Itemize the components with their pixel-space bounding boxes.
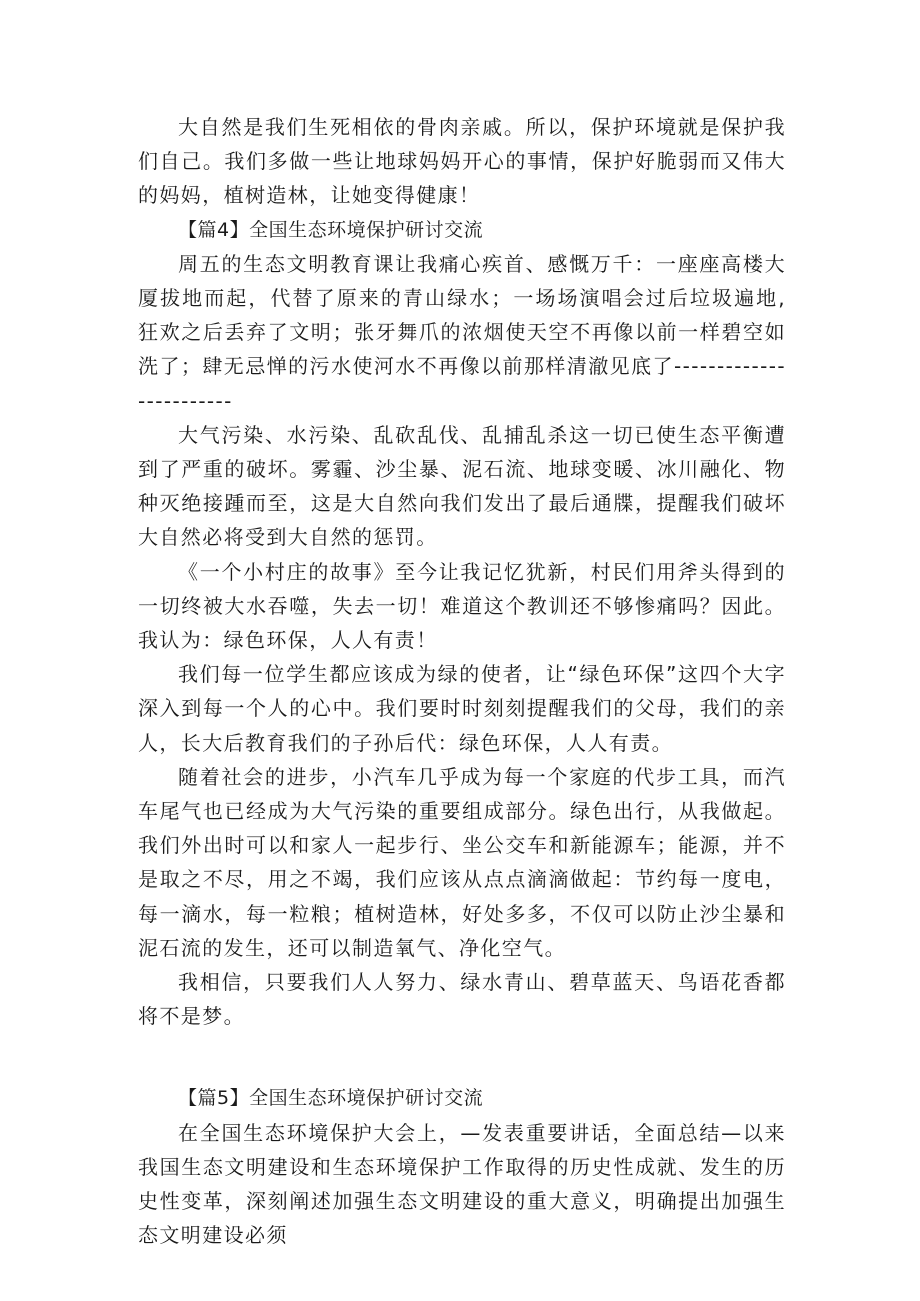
section-4-paragraph-6: 我相信，只要我们人人努力、绿水青山、碧草蓝天、鸟语花香都将不是梦。 (138, 970, 786, 1029)
section-spacer (138, 1033, 786, 1081)
section-4-paragraph-1: 周五的生态文明教育课让我痛心疾首、感慨万千：一座座高楼大厦拔地而起，代替了原来的青山绿水；一场场演唱会过后垃圾遍地,狂欢之后丢弃了文明；张牙舞爪的浓烟使天空不再像以前一样碧空如洗了；肆无忌惮的污水使河水不再像以前那样清澈见底了------------------------ (138, 251, 786, 413)
section-4-paragraph-5: 随着社会的进步，小汽车几乎成为每一个家庭的代步工具，而汽车尾气也已经成为大气污染的重要组成部分。绿色出行，从我做起。我们外出时可以和家人一起步行、坐公交车和新能源车；能源，并不是取之不尽，用之不竭，我们应该从点点滴滴做起：节约每一度电，每一滴水，每一粒粮；植树造林，好处多多，不仅可以防止沙尘暴和泥石流的发生，还可以制造氧气、净化空气。 (138, 764, 786, 960)
document-body (138, 110, 786, 1253)
intro-paragraph: 大自然是我们生死相依的骨肉亲戚。所以，保护环境就是保护我们自己。我们多做一些让地球妈妈开心的事情，保护好脆弱而又伟大的妈妈，植树造林，让她变得健康！ (138, 115, 786, 208)
section-5-heading: 【篇5】全国生态环境保护研讨交流 (178, 1087, 484, 1110)
section-4-paragraph-3: 《一个小村庄的故事》至今让我记忆犹新，村民们用斧头得到的一切终被大水吞噬，失去一切！难道这个教训还不够惨痛吗？因此。我认为：绿色环保，人人有责！ (138, 559, 786, 653)
section-5-paragraph-1: 在全国生态环境保护大会上，—发表重要讲话，全面总结—以来我国生态文明建设和生态环境保护工作取得的历史性成就、发生的历史性变革，深刻阐述加强生态文明建设的重大意义，明确提出加强生态文明建设必须 (138, 1120, 786, 1248)
section-4-paragraph-4: 我们每一位学生都应该成为绿的使者，让“绿色环保”这四个大字深入到每一个人的心中。我们要时时刻刻提醒我们的父母，我们的亲人，长大后教育我们的子孙后代：绿色环保，人人有责。 (138, 662, 786, 755)
section-4-paragraph-2: 大气污染、水污染、乱砍乱伐、乱捕乱杀这一切已使生态平衡遭到了严重的破坏。雾霾、沙尘暴、泥石流、地球变暖、冰川融化、物种灭绝接踵而至，这是大自然向我们发出了最后通牒，提醒我们破坏大自然必将受到大自然的惩罚。 (138, 422, 786, 550)
section-4-heading: 【篇4】全国生态环境保护研讨交流 (178, 218, 484, 241)
